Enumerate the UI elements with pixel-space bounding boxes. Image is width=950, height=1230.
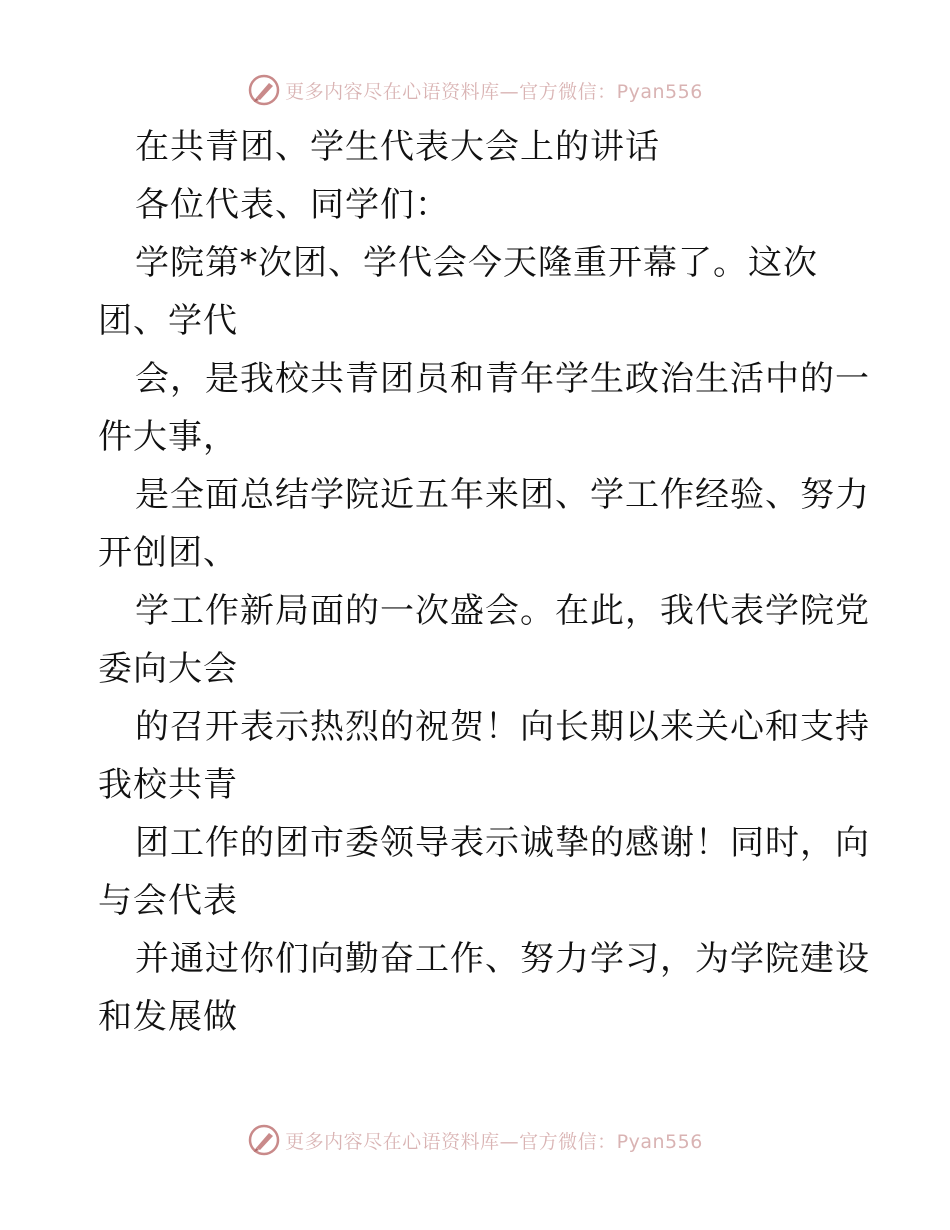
text-line: 团、学代 (98, 301, 238, 341)
text-line: 和发展做 (98, 997, 238, 1037)
text-line: 团工作的团市委领导表示诚挚的感谢！同时，向 (135, 823, 870, 863)
pen-logo-icon (247, 73, 281, 107)
text-line: 的召开表示热烈的祝贺！向长期以来关心和支持 (135, 707, 870, 747)
pen-logo-icon (247, 1123, 281, 1157)
text-line: 各位代表、同学们： (135, 185, 450, 225)
text-line: 与会代表 (98, 881, 238, 921)
text-line: 是全面总结学院近五年来团、学工作经验、努力 (135, 475, 870, 515)
text-line: 学工作新局面的一次盛会。在此，我代表学院党 (135, 591, 870, 631)
watermark-header (0, 70, 950, 110)
document-body (98, 118, 870, 1046)
text-line: 在共青团、学生代表大会上的讲话 (135, 127, 660, 167)
text-line: 委向大会 (98, 649, 238, 689)
text-line: 会，是我校共青团员和青年学生政治生活中的一 (135, 359, 870, 399)
watermark-text: 更多内容尽在心语资料库—官方微信：Pyan556 (285, 1130, 703, 1153)
watermark-text: 更多内容尽在心语资料库—官方微信：Pyan556 (285, 80, 703, 103)
text-line: 学院第*次团、学代会今天隆重开幕了。这次 (135, 243, 818, 283)
text-line: 我校共青 (98, 765, 238, 805)
text-line: 并通过你们向勤奋工作、努力学习，为学院建设 (135, 939, 870, 979)
watermark-footer (0, 1120, 950, 1160)
text-line: 开创团、 (98, 533, 238, 573)
text-line: 件大事， (98, 417, 238, 457)
